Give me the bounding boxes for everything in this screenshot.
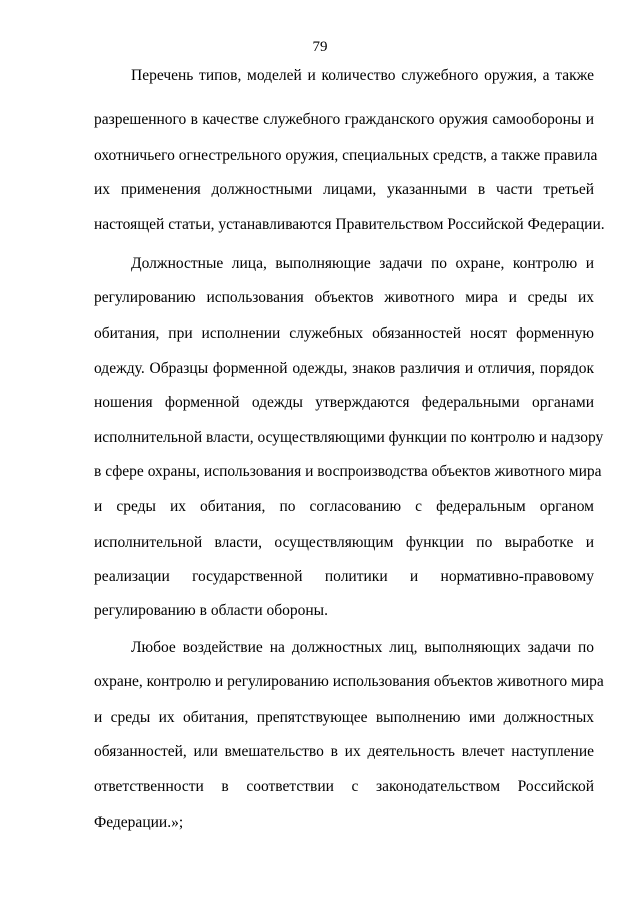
- text-line: одежду. Образцы форменной одежды, знаков различия и отличия, порядок: [94, 360, 594, 377]
- text-line: ношения форменной одежды утверждаются федеральными органами: [94, 394, 594, 411]
- text-line: Федерации.»;: [94, 814, 184, 831]
- text-line: настоящей статьи, устанавливаются Правительством Российской Федерации.: [94, 216, 605, 233]
- text-line: охране, контролю и регулированию использования объектов животного мира: [94, 673, 604, 690]
- text-line: обитания, при исполнении служебных обязанностей носят форменную: [94, 325, 594, 342]
- text-line: и среды их обитания, препятствующее выполнению ими должностных: [94, 709, 594, 726]
- page-number: 79: [312, 39, 328, 55]
- text-line: исполнительной власти, осуществляющим функции по выработке и: [94, 534, 594, 551]
- text-line: Перечень типов, моделей и количество служебного оружия, а также: [131, 67, 594, 84]
- text-line: разрешенного в качестве служебного гражданского оружия самообороны и: [94, 111, 594, 128]
- text-line: их применения должностными лицами, указанными в части третьей: [94, 181, 594, 198]
- text-line: ответственности в соответствии с законодательством Российской: [94, 778, 594, 795]
- text-line: в сфере охраны, использования и воспроизводства объектов животного мира: [94, 463, 602, 480]
- text-line: Любое воздействие на должностных лиц, выполняющих задачи по: [131, 639, 594, 656]
- text-line: охотничьего огнестрельного оружия, специальных средств, а также правила: [94, 147, 598, 164]
- text-line: исполнительной власти, осуществляющими функции по контролю и надзору: [94, 429, 604, 446]
- text-line: Должностные лица, выполняющие задачи по охране, контролю и: [131, 255, 594, 272]
- text-line: регулированию в области обороны.: [94, 602, 328, 619]
- text-line: обязанностей, или вмешательство в их деятельность влечет наступление: [94, 743, 594, 760]
- text-line: и среды их обитания, по согласованию с федеральным органом: [94, 498, 594, 515]
- text-line: реализации государственной политики и нормативно-правовому: [94, 568, 594, 585]
- text-line: регулированию использования объектов животного мира и среды их: [94, 289, 594, 306]
